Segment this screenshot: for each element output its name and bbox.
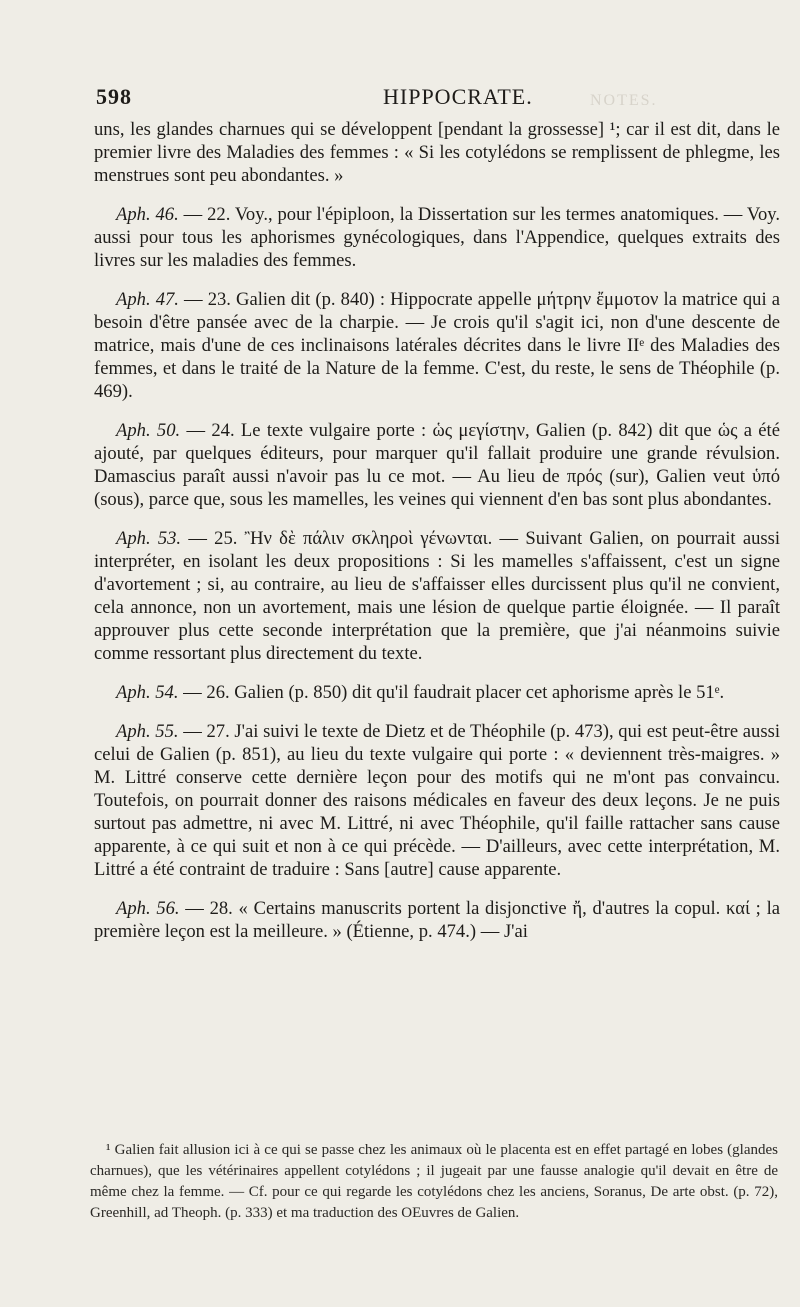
note-paragraph — [94, 681, 780, 704]
paragraph-text: — 22. Voy., pour l'épiploon, la Dissertation sur les termes anatomiques. — Voy. aussi pour tous les aphorismes gynécologiques, dans l'Appendice, quelques extraits des livres sur les maladies des femmes. — [94, 204, 780, 271]
paragraph-text: — 26. Galien (p. 850) dit qu'il faudrait placer cet aphorisme après le 51ᵉ. — [178, 682, 725, 703]
aphorism-ref: Aph. 47. — [116, 289, 179, 310]
footnotes — [90, 1140, 778, 1224]
paragraph-text: — 27. J'ai suivi le texte de Dietz et de Théophile (p. 473), qui est peut-être aussi celui de Galien (p. 851), au lieu du texte vulgaire qui porte : « deviennent très-maigres. » M. Littré conserve cette dernière leçon pour des motifs qui ne m'ont pas convaincu. Toutefois, on pourrait donner des raisons médicales en faveur des deux leçons. Je ne puis surtout pas admettre, ni avec M. Littré, ni avec Théophile, qu'il faille rattacher sans cause apparente, à ce qui suit et non à ce qui précède. — D'ailleurs, avec cette interprétation, M. Littré a été contraint de traduire : Sans [autre] cause apparente. — [94, 721, 780, 880]
note-paragraph — [94, 527, 780, 665]
bleed-through-text: NOTES. — [590, 92, 658, 109]
paragraph-text: — 28. « Certains manuscrits portent la disjonctive ἤ, d'autres la copul. καί ; la première leçon est la meilleure. » (Étienne, p. 474.) — J'ai — [94, 898, 780, 942]
footnote: ¹ Galien fait allusion ici à ce qui se passe chez les animaux où le placenta est en effet partagé en lobes (glandes charnues), que les vétérinaires appellent cotylédons ; il jugeait par une fausse analogie qu'il devait en être de même chez la femme. — Cf. pour ce qui regarde les cotylédons chez les anciens, Soranus, De arte obst. (p. 72), Greenhill, ad Theoph. (p. 333) et ma traduction des OEuvres de Galien. — [90, 1142, 778, 1221]
paragraph-text: — 24. Le texte vulgaire porte : ὡς μεγίστην, Galien (p. 842) dit que ὡς a été ajouté, par quelques éditeurs, pour marquer qu'il fallait produire une grande révulsion. Damascius paraît aussi n'avoir pas lu ce mot. — Au lieu de πρός (sur), Galien veut ὑπό (sous), parce que, sous les mamelles, les veines qui viennent d'en bas sont plus abondantes. — [94, 420, 780, 510]
aphorism-ref: Aph. 56. — [116, 898, 180, 919]
note-paragraph — [94, 288, 780, 403]
running-title: HIPPOCRATE. — [383, 84, 533, 109]
paragraph-text: — 25. Ἢν δὲ πάλιν σκληροὶ γένωνται. — Suivant Galien, on pourrait aussi interpréter, en isolant les deux propositions : Si les mamelles s'affaissent, c'est un signe d'avortement ; si, au contraire, au lieu de s'affaisser elles durcissent plus qu'il ne convient, cela annonce, non un avortement, mais une lésion de quelque partie éloignée. — Il paraît approuver plus cette seconde interprétation que la première, que j'ai néanmoins suivie comme ressortant plus directement du texte. — [94, 528, 781, 664]
note-paragraph — [94, 897, 780, 943]
main-text — [94, 118, 780, 959]
aphorism-ref: Aph. 55. — [116, 721, 179, 742]
paragraph-text: — 23. Galien dit (p. 840) : Hippocrate appelle μήτρην ἔμμοτον la matrice qui a besoin d'être pansée avec de la charpie. — Je crois qu'il s'agit ici, non d'une descente de matrice, mais d'une de ces inclinaisons latérales décrites dans le livre IIᵉ des Maladies des femmes, et dans le traité de la Nature de la femme. C'est, du reste, le sens de Théophile (p. 469). — [94, 289, 780, 402]
paragraph-text: uns, les glandes charnues qui se développent [pendant la grossesse] ¹; car il est dit, dans le premier livre des Maladies des femmes : « Si les cotylédons se remplissent de phlegme, les menstrues sont peu abondantes. » — [94, 119, 780, 186]
aphorism-ref: Aph. 54. — [116, 682, 179, 703]
aphorism-ref: Aph. 53. — [116, 528, 182, 549]
aphorism-ref: Aph. 46. — [116, 204, 179, 225]
note-paragraph — [94, 203, 780, 272]
note-paragraph — [94, 720, 780, 881]
paragraph-continuation — [94, 118, 780, 187]
page-number: 598 — [96, 84, 132, 109]
note-paragraph — [94, 419, 780, 511]
page-header — [96, 84, 770, 110]
aphorism-ref: Aph. 50. — [116, 420, 181, 441]
